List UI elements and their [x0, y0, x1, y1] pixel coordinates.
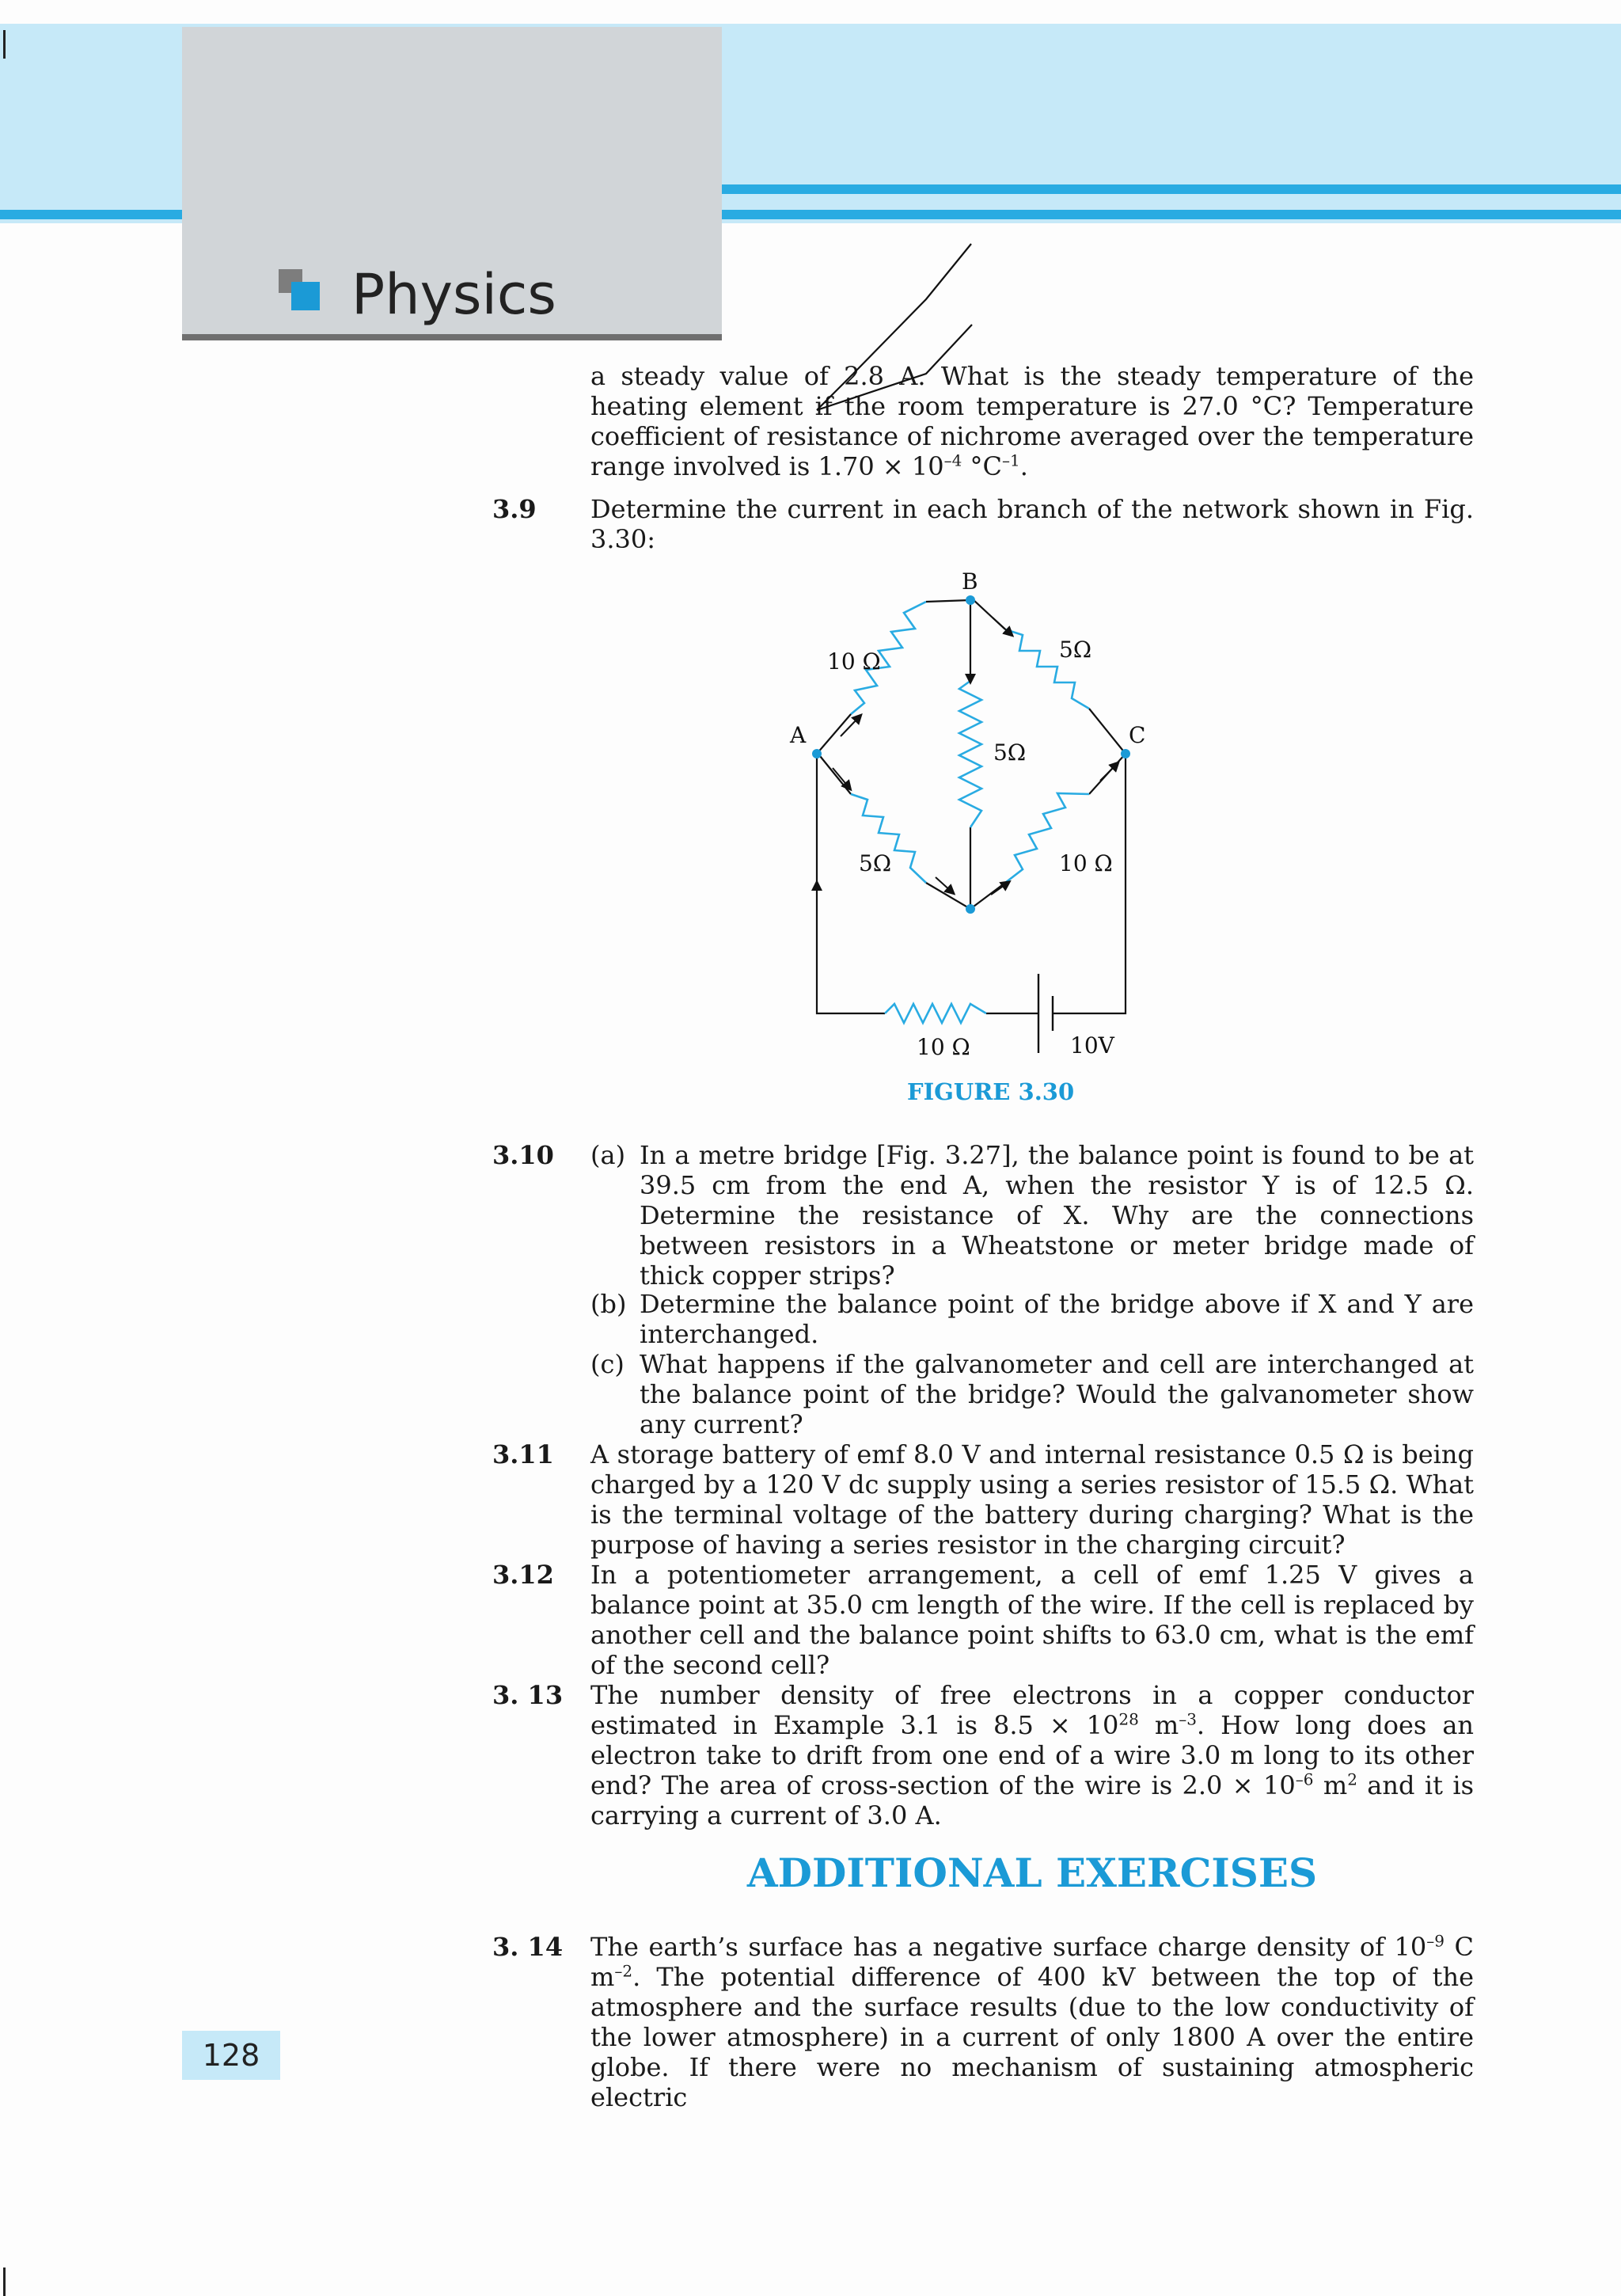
question-number: 3.10: [492, 1140, 554, 1170]
resistor-series-zigzag: [885, 1004, 986, 1023]
arrow-d-to-c-upper: [1100, 765, 1116, 781]
label-node-c: C: [1129, 722, 1146, 748]
question-part-b: [590, 1289, 1474, 1349]
part-label: (b): [590, 1289, 627, 1319]
label-r-dc: 10 Ω: [1059, 850, 1113, 876]
arrow-a-to-d: [833, 768, 848, 787]
node-c: [1121, 749, 1130, 758]
wire-ab-res-to-b: [926, 600, 970, 602]
label-r-ab: 10 Ω: [827, 648, 881, 675]
part-text: Determine the balance point of the bridge above if X and Y are interchanged.: [640, 1289, 1474, 1349]
page-number: 128: [182, 2031, 280, 2080]
node-a: [812, 749, 822, 758]
branch-ad-lower: [817, 752, 851, 794]
branch-bc-lower: [1089, 709, 1126, 754]
subject-title: Physics: [351, 262, 556, 327]
arrow-d-to-c-lower: [991, 884, 1007, 895]
question-number: 3.12: [492, 1560, 554, 1590]
wire-a-to-ab-res: [817, 714, 851, 754]
question-text: The number density of free electrons in a copper conductor estimated in Example 3.1 is $8.5 \times 10^{28}$ $m^{-3}$. How long does an electron take to drift from one end of a wire 3.0 m long to its other end? The area of cross-section of the wire is $2.0 \times 10^{-6}$ $m^2$ and it is carrying a current of 3.0 A.: [590, 1680, 1475, 1830]
label-r-bc: 5Ω: [1059, 637, 1092, 663]
question-text: Determine the current in each branch of the network shown in Fig. 3.30:: [590, 494, 1474, 554]
arrow-b-to-c: [993, 618, 1010, 633]
label-r-ad: 5Ω: [859, 850, 892, 876]
label-node-b: B: [962, 568, 978, 595]
wire-ab-top: [853, 244, 971, 374]
question-number: 3. 13: [492, 1680, 564, 1710]
label-battery: 10V: [1070, 1032, 1114, 1059]
node-d: [966, 904, 975, 914]
branch-dc-lower: [970, 883, 1005, 909]
node-b: [966, 595, 975, 605]
section-heading: ADDITIONAL EXERCISES: [746, 1849, 1318, 1896]
part-label: (c): [590, 1349, 624, 1379]
question-number: 3.9: [492, 494, 537, 524]
arrow-a-to-b: [841, 717, 859, 736]
question-3-8-continuation: a steady value of 2.8 A. What is the steady temperature of the heating element if the room temperature is 27.0 °C? Temperature coefficient of resistance of nichrome averaged over the temperature range involved is $1.70 \times 10^{-4}$ $^\circ C^{-1}$.: [590, 361, 1474, 481]
resistor-bd-zigzag: [959, 681, 981, 827]
question-text: The earth’s surface has a negative surface charge density of $10^{-9}$ C $m^{-2}$. The potential difference of 400 kV between the top of the atmosphere and the surface results (due to the low conductivity of the lower atmosphere) in a current of only 1800 A over the entire globe. If there were no mechanism of sustaining atmospheric electric: [590, 1931, 1475, 2112]
question-number: 3.11: [492, 1439, 554, 1469]
part-text: In a metre bridge [Fig. 3.27], the balance point is found to be at 39.5 cm from the end A, when the resistor Y is of 12.5 Ω. Determine the resistance of X. Why are the connections between resistors in a Wheatstone or meter bridge made of thick copper strips?: [640, 1140, 1474, 1291]
figure-caption: FIGURE 3.30: [907, 1078, 1075, 1105]
label-r-bd: 5Ω: [993, 739, 1027, 766]
question-text: In a potentiometer arrangement, a cell of emf 1.25 V gives a balance point at 35.0 cm length of the wire. If the cell is replaced by another cell and the balance point shifts to 63.0 cm, what is the emf of the second cell?: [590, 1560, 1474, 1680]
branch-ab-wire: [817, 325, 972, 410]
part-label: (a): [590, 1140, 626, 1170]
outer-left-wire: [817, 754, 885, 1013]
branch-ad-upper: [926, 883, 970, 909]
label-r-series: 10 Ω: [917, 1034, 970, 1060]
question-part-c: [590, 1349, 1474, 1439]
question-text: A storage battery of emf 8.0 V and internal resistance 0.5 Ω is being charged by a 120 V dc supply using a series resistor of 15.5 Ω. What is the terminal voltage of the battery during charging? What is the purpose of having a series resistor in the charging circuit?: [590, 1439, 1474, 1560]
label-node-a: A: [790, 722, 807, 748]
question-number: 3. 14: [492, 1932, 564, 1962]
question-part-a: [590, 1140, 1474, 1291]
part-text: What happens if the galvanometer and cell are interchanged at the balance point of the bridge? Would the galvanometer show any current?: [640, 1349, 1474, 1439]
